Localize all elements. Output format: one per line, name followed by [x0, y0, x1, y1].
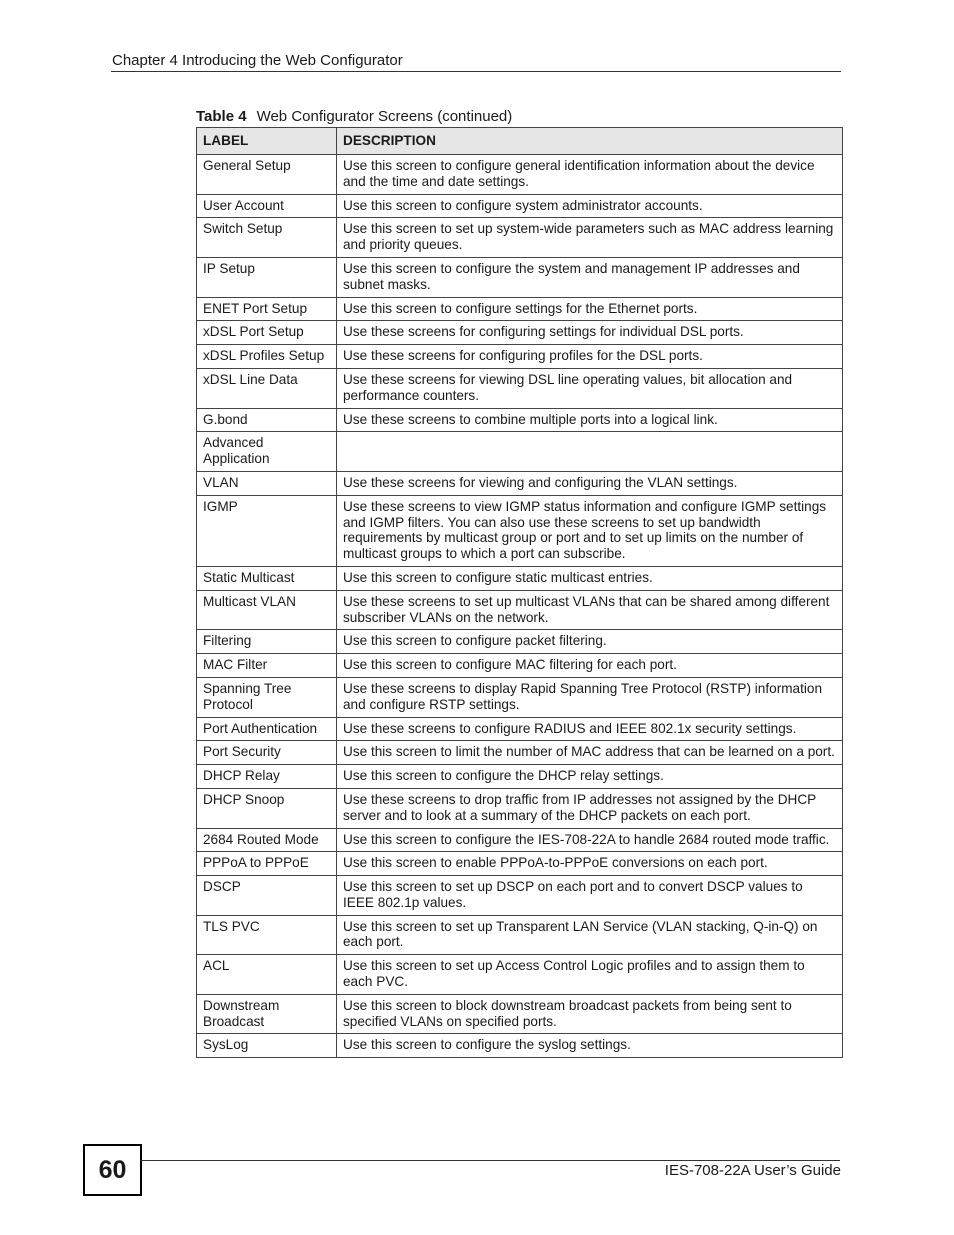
table-row: [197, 432, 843, 472]
row-label-cell: IGMP: [197, 495, 337, 566]
table-row: [197, 471, 843, 495]
column-header-label: LABEL: [197, 128, 337, 155]
table-row: [197, 630, 843, 654]
table-caption-text: Web Configurator Screens (continued): [256, 108, 513, 125]
table-row: [197, 1034, 843, 1058]
table-row: [197, 654, 843, 678]
table-row: [197, 741, 843, 765]
table-body: [197, 155, 843, 1058]
table-row: [197, 765, 843, 789]
table-row: [197, 155, 843, 195]
row-description-cell: Use this screen to set up system-wide parameters such as MAC address learning and priority queues.: [337, 218, 843, 258]
row-label-cell: xDSL Line Data: [197, 368, 337, 408]
row-description-cell: Use these screens to drop traffic from IP addresses not assigned by the DHCP server and to look at a summary of the DHCP packets on each port.: [337, 788, 843, 828]
screens-table: [196, 127, 843, 1058]
table-header-row: [197, 128, 843, 155]
row-description-cell: Use these screens to combine multiple ports into a logical link.: [337, 408, 843, 432]
table-row: [197, 590, 843, 630]
table-row: [197, 828, 843, 852]
row-label-cell: ACL: [197, 955, 337, 995]
page-number: 60: [83, 1144, 142, 1196]
row-description-cell: Use this screen to set up Transparent LAN Service (VLAN stacking, Q-in-Q) on each port.: [337, 915, 843, 955]
table-row: [197, 994, 843, 1034]
row-label-cell: General Setup: [197, 155, 337, 195]
table-row: [197, 852, 843, 876]
row-label-cell: MAC Filter: [197, 654, 337, 678]
row-description-cell: Use this screen to configure the system and management IP addresses and subnet masks.: [337, 257, 843, 297]
row-description-cell: Use this screen to configure static multicast entries.: [337, 566, 843, 590]
row-description-cell: Use these screens for viewing DSL line operating values, bit allocation and performance counters.: [337, 368, 843, 408]
table-row: [197, 368, 843, 408]
row-description-cell: Use this screen to configure system administrator accounts.: [337, 194, 843, 218]
table-row: [197, 321, 843, 345]
table-row: [197, 408, 843, 432]
table-row: [197, 955, 843, 995]
row-description-cell: Use these screens for configuring settings for individual DSL ports.: [337, 321, 843, 345]
row-description-cell: Use this screen to set up DSCP on each port and to convert DSCP values to IEEE 802.1p values.: [337, 876, 843, 916]
row-description-cell: Use this screen to limit the number of MAC address that can be learned on a port.: [337, 741, 843, 765]
row-description-cell: Use these screens to view IGMP status information and configure IGMP settings and IGMP filters. You can also use these screens to set up bandwidth requirements by multicast group or port and to set up limits on the number of multicast groups to which a port can subscribe.: [337, 495, 843, 566]
row-description-cell: Use these screens for viewing and configuring the VLAN settings.: [337, 471, 843, 495]
table-row: [197, 257, 843, 297]
row-description-cell: Use these screens to set up multicast VLANs that can be shared among different subscriber VLANs on the network.: [337, 590, 843, 630]
table-row: [197, 717, 843, 741]
table-row: [197, 194, 843, 218]
row-description-cell: Use this screen to enable PPPoA-to-PPPoE conversions on each port.: [337, 852, 843, 876]
row-label-cell: User Account: [197, 194, 337, 218]
table-caption: [196, 108, 512, 126]
row-label-cell: Advanced Application: [197, 432, 337, 472]
table-row: [197, 915, 843, 955]
row-label-cell: Downstream Broadcast: [197, 994, 337, 1034]
row-label-cell: SysLog: [197, 1034, 337, 1058]
table-row: [197, 788, 843, 828]
row-description-cell: Use this screen to configure general identification information about the device and the time and date settings.: [337, 155, 843, 195]
row-label-cell: Filtering: [197, 630, 337, 654]
row-label-cell: DSCP: [197, 876, 337, 916]
column-header-description: DESCRIPTION: [337, 128, 843, 155]
row-label-cell: Port Authentication: [197, 717, 337, 741]
row-label-cell: IP Setup: [197, 257, 337, 297]
row-description-cell: Use this screen to configure the IES-708-22A to handle 2684 routed mode traffic.: [337, 828, 843, 852]
row-label-cell: xDSL Profiles Setup: [197, 345, 337, 369]
table-row: [197, 677, 843, 717]
table-row: [197, 876, 843, 916]
table-caption-label: Table 4: [196, 108, 247, 125]
table-row: [197, 218, 843, 258]
footer-divider: [140, 1160, 840, 1161]
row-description-cell: Use this screen to configure the syslog settings.: [337, 1034, 843, 1058]
header-divider: [111, 71, 841, 72]
row-label-cell: TLS PVC: [197, 915, 337, 955]
row-label-cell: xDSL Port Setup: [197, 321, 337, 345]
row-description-cell: Use this screen to configure MAC filtering for each port.: [337, 654, 843, 678]
table-row: [197, 566, 843, 590]
row-label-cell: ENET Port Setup: [197, 297, 337, 321]
table-row: [197, 345, 843, 369]
row-description-cell: Use this screen to block downstream broadcast packets from being sent to specified VLANs on specified ports.: [337, 994, 843, 1034]
row-label-cell: Static Multicast: [197, 566, 337, 590]
row-label-cell: PPPoA to PPPoE: [197, 852, 337, 876]
row-label-cell: Port Security: [197, 741, 337, 765]
row-description-cell: Use these screens for configuring profiles for the DSL ports.: [337, 345, 843, 369]
row-label-cell: VLAN: [197, 471, 337, 495]
row-description-cell: Use this screen to configure settings for the Ethernet ports.: [337, 297, 843, 321]
row-description-cell: Use these screens to display Rapid Spanning Tree Protocol (RSTP) information and configure RSTP settings.: [337, 677, 843, 717]
row-label-cell: Multicast VLAN: [197, 590, 337, 630]
row-label-cell: DHCP Snoop: [197, 788, 337, 828]
table-row: [197, 297, 843, 321]
row-label-cell: Spanning Tree Protocol: [197, 677, 337, 717]
row-description-cell: Use this screen to configure the DHCP relay settings.: [337, 765, 843, 789]
guide-title: IES-708-22A User’s Guide: [664, 1162, 841, 1179]
row-description-cell: Use this screen to set up Access Control Logic profiles and to assign them to each PVC.: [337, 955, 843, 995]
row-description-cell: [337, 432, 843, 472]
chapter-header: Chapter 4 Introducing the Web Configurator: [112, 52, 403, 69]
row-label-cell: DHCP Relay: [197, 765, 337, 789]
row-label-cell: Switch Setup: [197, 218, 337, 258]
table-row: [197, 495, 843, 566]
row-description-cell: Use this screen to configure packet filtering.: [337, 630, 843, 654]
row-description-cell: Use these screens to configure RADIUS and IEEE 802.1x security settings.: [337, 717, 843, 741]
row-label-cell: G.bond: [197, 408, 337, 432]
row-label-cell: 2684 Routed Mode: [197, 828, 337, 852]
